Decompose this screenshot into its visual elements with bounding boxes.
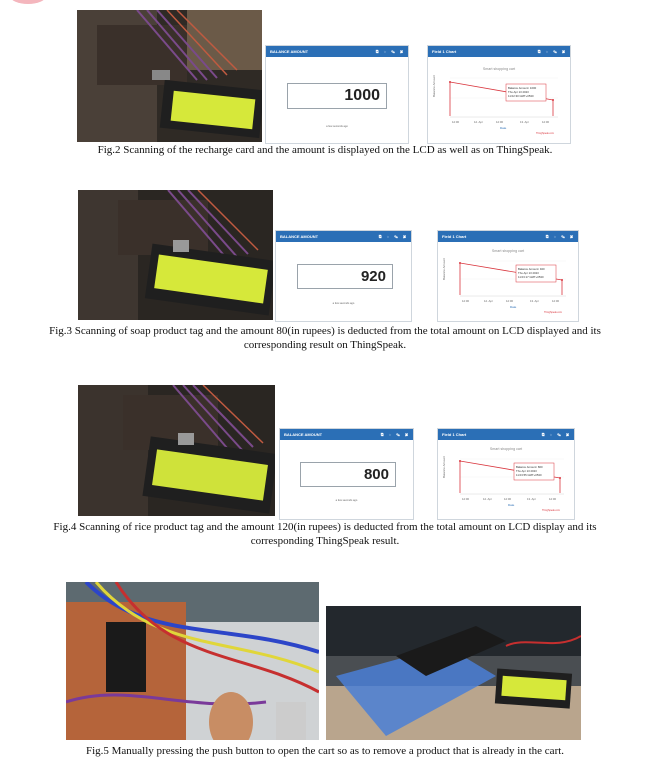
x-tick-label: 13. Apr — [527, 497, 536, 501]
widget-title: Field 1 Chart — [442, 234, 467, 239]
tooltip-line-2: Thu Apr 13 2023 — [516, 469, 537, 473]
y-axis-label: Balance Amount — [442, 258, 446, 280]
fig2-chart-widget — [427, 45, 571, 144]
widget-icons[interactable]: ⧉ ◌ ✎ ✖ — [375, 49, 405, 54]
data-point — [559, 477, 561, 479]
y-axis-label: Balance Amount — [432, 75, 436, 97]
fig5-circuit-photo — [66, 582, 319, 740]
line-chart — [438, 242, 578, 321]
widget-icons[interactable]: ⧉ ◌ ✎ ✖ — [380, 432, 410, 437]
last-updated: a few seconds ago — [332, 302, 355, 305]
balance-value: 1000 — [287, 83, 387, 109]
last-updated: a few seconds ago — [326, 125, 348, 128]
x-tick-label: 12:00 — [549, 497, 556, 501]
x-tick-label: 12:00 — [506, 299, 513, 303]
balance-value: 800 — [300, 462, 396, 487]
chart-title: Smart shopping cart — [489, 447, 523, 451]
x-tick-label: 12:00 — [504, 497, 511, 501]
x-tick-label: 12. Apr — [474, 120, 483, 124]
chart-credit: ThingSpeak.com — [536, 132, 554, 135]
data-point — [561, 279, 563, 281]
fig3-balance-widget — [275, 230, 412, 322]
widget-header — [438, 231, 578, 242]
fig2-caption: Fig.2 Scanning of the recharge card and the amount is displayed on the LCD as well as on ThingSpeak. — [97, 144, 553, 156]
widget-header — [428, 46, 570, 57]
fig4-chart-widget — [437, 428, 575, 520]
data-point — [552, 99, 554, 101]
fig4-lcd-photo — [78, 385, 275, 516]
x-axis-label: Date — [500, 126, 507, 130]
x-axis-label: Date — [510, 305, 517, 309]
x-axis-label: Date — [508, 503, 515, 507]
line-chart — [438, 440, 574, 519]
x-tick-label: 12:00 — [552, 299, 559, 303]
widget-header — [280, 429, 413, 440]
x-tick-label: 12. Apr — [483, 497, 492, 501]
fig3-caption: Fig.3 Scanning of soap product tag and the amount 80(in rupees) is deducted from the total amount on LCD displayed and its corresponding result on ThingSpeak. — [49, 325, 601, 351]
chart-title: Smart shopping cart — [482, 67, 516, 71]
fig5-cart-photo — [326, 606, 581, 740]
chart-title: Smart shopping cart — [491, 249, 525, 253]
widget-title: BALANCE AMOUNT — [284, 432, 323, 437]
widget-header — [438, 429, 574, 440]
tooltip-line-2: Thu Apr 13 2023 — [508, 90, 529, 94]
x-tick-label: 12:00 — [452, 120, 459, 124]
tooltip-line-1: Balance Amount: 800 — [516, 465, 543, 469]
tooltip-line-1: Balance Amount: 920 — [518, 267, 545, 271]
widget-icons[interactable]: ⧉ ◌ ✎ ✖ — [537, 49, 567, 54]
line-chart — [428, 57, 570, 143]
widget-icons[interactable]: ⧉ ◌ ✎ ✖ — [541, 432, 571, 437]
x-tick-label: 12:00 — [462, 299, 469, 303]
balance-value: 920 — [297, 264, 393, 289]
x-tick-label: 12:00 — [542, 120, 549, 124]
fig3-lcd-photo — [78, 190, 273, 320]
last-updated: a few seconds ago — [335, 499, 358, 502]
fig3-chart-widget — [437, 230, 579, 322]
widget-title: BALANCE AMOUNT — [270, 49, 309, 54]
data-point — [459, 262, 461, 264]
widget-icons[interactable]: ⧉ ◌ ✎ ✖ — [545, 234, 575, 239]
chart-credit: ThingSpeak.com — [544, 311, 562, 314]
logo-fragment — [10, 0, 46, 4]
fig4-caption: Fig.4 Scanning of rice product tag and the amount 120(in rupees) is deducted from the total amount on LCD display and its corresponding ThingSpeak result. — [53, 521, 597, 547]
y-axis-label: Balance Amount — [442, 456, 446, 478]
x-tick-label: 12. Apr — [484, 299, 493, 303]
x-tick-label: 13. Apr — [520, 120, 529, 124]
widget-icons[interactable]: ⧉ ◌ ✎ ✖ — [378, 234, 408, 239]
tooltip-line-3: 11:03:55 GMT+0530 — [516, 473, 542, 477]
widget-header — [266, 46, 408, 57]
fig5-caption: Fig.5 Manually pressing the push button to open the cart so as to remove a product that is already in the cart. — [85, 745, 565, 757]
tooltip-line-3: 11:03:17 GMT+0530 — [518, 275, 544, 279]
x-tick-label: 12:00 — [496, 120, 503, 124]
widget-title: BALANCE AMOUNT — [280, 234, 319, 239]
x-tick-label: 12:00 — [462, 497, 469, 501]
fig2-lcd-photo — [77, 10, 262, 142]
tooltip-line-1: Balance Amount: 1000 — [508, 86, 537, 90]
data-point — [459, 460, 461, 462]
data-point — [449, 81, 451, 83]
chart-credit: ThingSpeak.com — [542, 509, 560, 512]
widget-title: Field 1 Chart — [432, 49, 457, 54]
widget-title: Field 1 Chart — [442, 432, 467, 437]
tooltip-line-3: 11:02:30 GMT+0530 — [508, 94, 534, 98]
widget-header — [276, 231, 411, 242]
tooltip-line-2: Thu Apr 13 2023 — [518, 271, 539, 275]
x-tick-label: 13. Apr — [530, 299, 539, 303]
fig4-balance-widget — [279, 428, 414, 520]
fig2-balance-widget — [265, 45, 409, 144]
